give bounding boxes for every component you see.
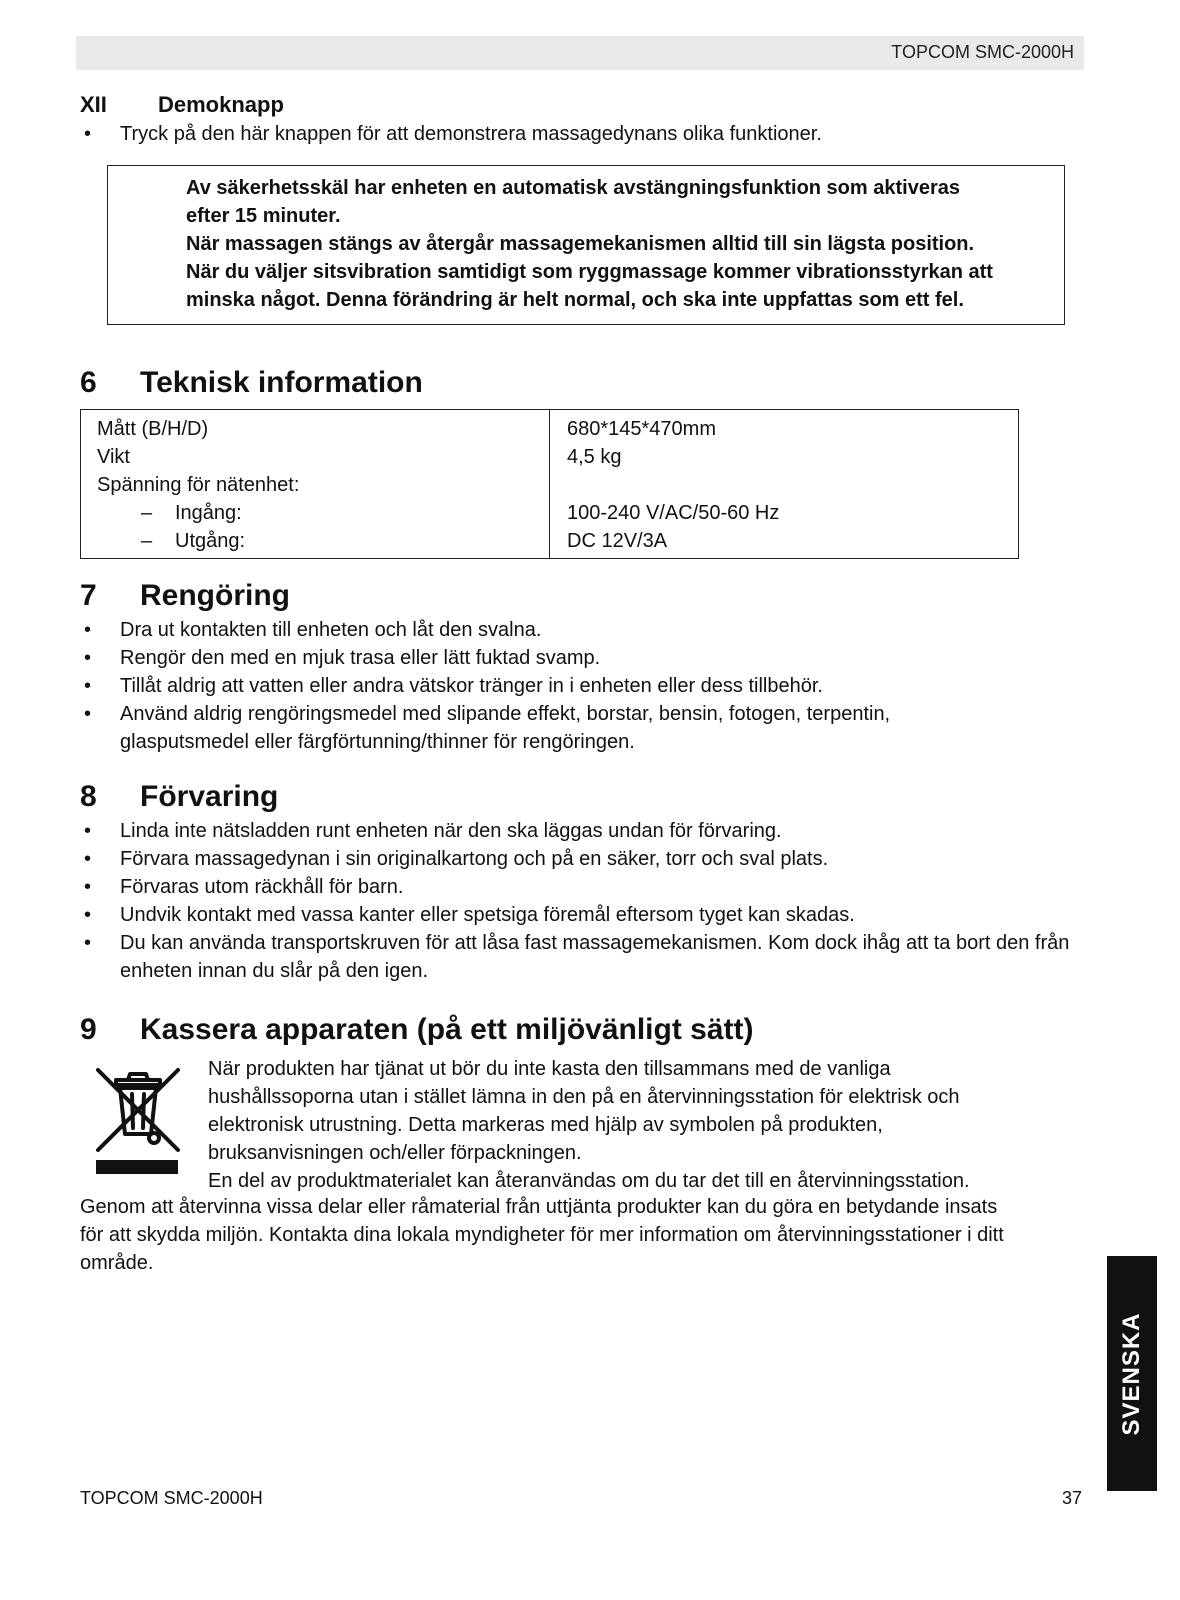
spec-label-sub: – Utgång:: [141, 530, 246, 552]
safety-notice-line: Av säkerhetsskäl har enheten en automatisk avstängningsfunktion som aktiveras: [186, 177, 960, 199]
safety-notice-line: När massagen stängs av återgår massagemekanismen alltid till sin lägsta position.: [186, 233, 975, 255]
disposal-line: När produkten har tjänat ut bör du inte kasta den tillsammans med de vanliga: [208, 1058, 891, 1080]
header-product-name: TOPCOM SMC-2000H: [891, 42, 1074, 62]
spec-values-column: [567, 415, 1007, 555]
spec-value: 100-240 V/AC/50-60 Hz: [567, 502, 780, 524]
spec-table: [80, 409, 1019, 559]
storage-heading: [80, 780, 278, 814]
disposal-heading-number: 9: [80, 1013, 97, 1046]
disposal-heading: [80, 1013, 754, 1047]
demo-heading-number: XII: [80, 92, 107, 117]
disposal-line: för att skydda miljön. Kontakta dina lokala myndigheter för mer information om återvinningsstationer i ditt: [80, 1224, 1004, 1246]
tech-heading: [80, 366, 423, 400]
list-item: • Tryck på den här knappen för att demonstrera massagedynans olika funktioner.: [84, 123, 822, 145]
safety-notice-line: efter 15 minuter.: [186, 205, 341, 227]
spec-table-divider: [549, 410, 550, 558]
disposal-line: område.: [80, 1252, 154, 1274]
demo-heading: [80, 92, 284, 118]
disposal-line: bruksanvisningen och/eller förpackningen.: [208, 1142, 582, 1164]
disposal-line: Genom att återvinna vissa delar eller råmaterial från uttjänta produkter kan du göra en betydande insats: [80, 1196, 998, 1218]
disposal-continuation: [80, 1193, 1090, 1277]
list-item: • Dra ut kontakten till enheten och låt den svalna.: [84, 619, 542, 641]
list-item: • Undvik kontakt med vassa kanter eller spetsiga föremål eftersom tyget kan skadas.: [84, 904, 855, 926]
storage-bullet-list: [80, 817, 1090, 985]
spec-value: 4,5 kg: [567, 446, 622, 468]
spec-label: Vikt: [97, 446, 130, 468]
page-header-bar: [76, 36, 1084, 70]
safety-notice-box: [107, 165, 1065, 325]
disposal-line: hushållssoporna utan i stället lämna in den på en återvinningsstation för elektrisk och: [208, 1086, 960, 1108]
tech-heading-title: Teknisk information: [140, 366, 423, 399]
cleaning-heading-title: Rengöring: [140, 579, 290, 612]
page-number: 37: [1061, 1488, 1082, 1508]
cleaning-heading: [80, 579, 290, 613]
tech-heading-number: 6: [80, 366, 97, 399]
weee-crossed-bin-icon: [92, 1062, 184, 1182]
storage-heading-title: Förvaring: [140, 780, 279, 813]
disposal-paragraph: [208, 1055, 1088, 1195]
language-side-tab: [1107, 1256, 1157, 1491]
spec-label: Spänning för nätenhet:: [97, 474, 300, 496]
list-item: • Förvaras utom räckhåll för barn.: [84, 876, 404, 898]
list-item: • Rengör den med en mjuk trasa eller lätt fuktad svamp.: [84, 647, 601, 669]
disposal-line: En del av produktmaterialet kan återanvändas om du tar det till en återvinningsstation.: [208, 1170, 970, 1192]
disposal-line: elektronisk utrustning. Detta markeras med hjälp av symbolen på produkten,: [208, 1114, 883, 1136]
list-item: • Du kan använda transportskruven för att låsa fast massagemekanismen. Kom dock ihåg att ta bort den från enheten innan du slår på den igen.: [84, 932, 1070, 982]
footer-product-name: TOPCOM SMC-2000H: [80, 1488, 263, 1508]
safety-notice-text: [186, 174, 1066, 314]
cleaning-heading-number: 7: [80, 579, 97, 612]
spec-label-sub: – Ingång:: [141, 502, 242, 524]
spec-labels-column: [97, 415, 537, 555]
demo-bullet-list: [80, 120, 1090, 148]
spec-value: [567, 471, 1007, 499]
spec-value: DC 12V/3A: [567, 530, 668, 552]
demo-heading-title: Demoknapp: [158, 92, 284, 117]
storage-heading-number: 8: [80, 780, 97, 813]
cleaning-bullet-list: [80, 616, 1000, 756]
safety-notice-line: När du väljer sitsvibration samtidigt som ryggmassage kommer vibrationsstyrkan att: [186, 261, 993, 283]
list-item: • Använd aldrig rengöringsmedel med slipande effekt, borstar, bensin, fotogen, terpentin, glasputsmedel eller färgförtunning/thinner för rengöringen.: [84, 703, 891, 753]
spec-label: Mått (B/H/D): [97, 418, 209, 440]
spec-value: 680*145*470mm: [567, 418, 716, 440]
disposal-heading-title: Kassera apparaten (på ett miljövänligt sätt): [140, 1013, 754, 1046]
language-side-tab-label: SVENSKA: [1118, 1311, 1145, 1436]
list-item: • Förvara massagedynan i sin originalkartong och på en säker, torr och sval plats.: [84, 848, 829, 870]
safety-notice-line: minska något. Denna förändring är helt normal, och ska inte uppfattas som ett fel.: [186, 289, 964, 311]
list-item: • Tillåt aldrig att vatten eller andra vätskor tränger in i enheten eller dess tillbehör.: [84, 675, 823, 697]
list-item: • Linda inte nätsladden runt enheten när den ska läggas undan för förvaring.: [84, 820, 782, 842]
